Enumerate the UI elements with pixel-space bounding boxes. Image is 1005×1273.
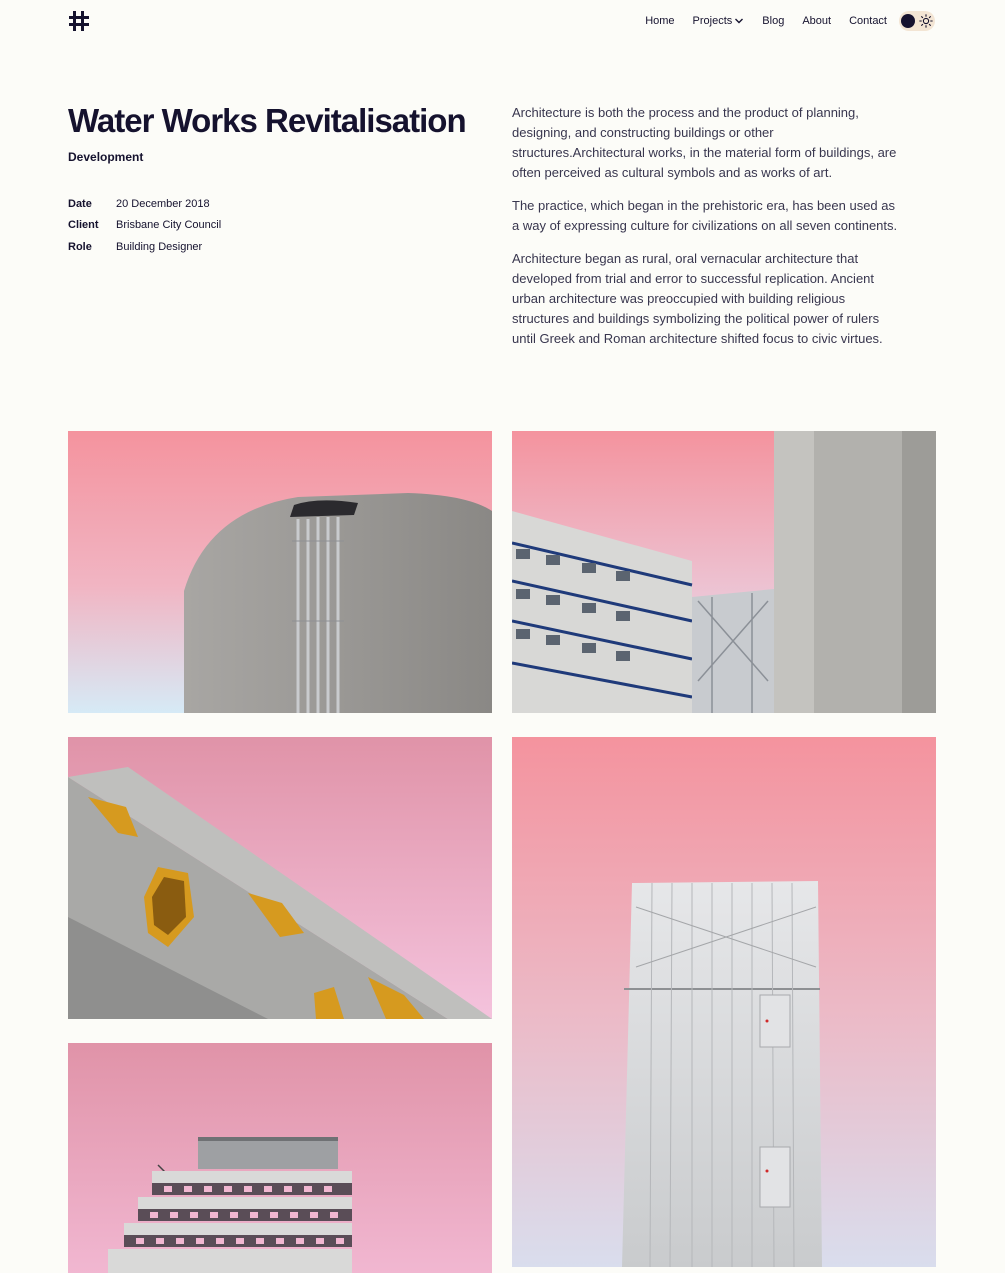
gallery-image-tower[interactable] — [512, 737, 936, 1267]
nav-home[interactable]: Home — [645, 15, 675, 27]
main-nav — [645, 10, 935, 32]
meta-row-client — [68, 215, 221, 237]
meta-row-date — [68, 193, 221, 215]
logo-icon[interactable] — [68, 10, 90, 32]
page-title: Water Works Revitalisation — [68, 102, 466, 139]
moon-knob-icon — [901, 14, 915, 28]
project-category: Development — [68, 150, 144, 164]
theme-toggle[interactable] — [899, 11, 935, 31]
meta-date-label: Date — [68, 197, 92, 210]
gallery-image-silo[interactable] — [68, 431, 492, 713]
nav-blog[interactable]: Blog — [762, 15, 785, 27]
meta-role-label: Role — [68, 240, 92, 253]
project-meta — [68, 193, 221, 258]
nav-about[interactable]: About — [802, 15, 832, 27]
meta-client-label: Client — [68, 219, 99, 232]
nav-contact[interactable]: Contact — [849, 15, 887, 27]
nav-projects-label: Projects — [692, 15, 733, 27]
description-paragraph: The practice, which began in the prehistoric era, has been used as a way of expressing culture for civilizations on all seven continents. — [512, 198, 898, 233]
project-description — [512, 103, 900, 362]
meta-row-role — [68, 236, 221, 258]
gallery-image-tube[interactable] — [68, 737, 492, 1019]
gallery-image-building-silo[interactable] — [512, 431, 936, 713]
chevron-down-icon — [734, 16, 744, 26]
meta-client-value: Brisbane City Council — [116, 219, 222, 232]
meta-role-value: Building Designer — [116, 240, 203, 253]
sun-icon — [919, 14, 933, 28]
meta-date-value: 20 December 2018 — [116, 197, 210, 210]
description-paragraph: Architecture began as rural, oral vernacular architecture that developed from trial and error to successful replication. Ancient urban architecture was preoccupied with building religious structures and buildings symbolizing the political power of rulers until Greek and Roman architecture shifted focus to civic virtues. — [512, 251, 883, 346]
nav-projects[interactable] — [693, 15, 745, 27]
description-paragraph: Architecture is both the process and the product of planning, designing, and constructing buildings or other structures.Architectural works, in the material form of buildings, are often perceived as cultural symbols and as works of art. — [512, 105, 897, 180]
gallery-image-terraced-building[interactable] — [68, 1043, 492, 1273]
